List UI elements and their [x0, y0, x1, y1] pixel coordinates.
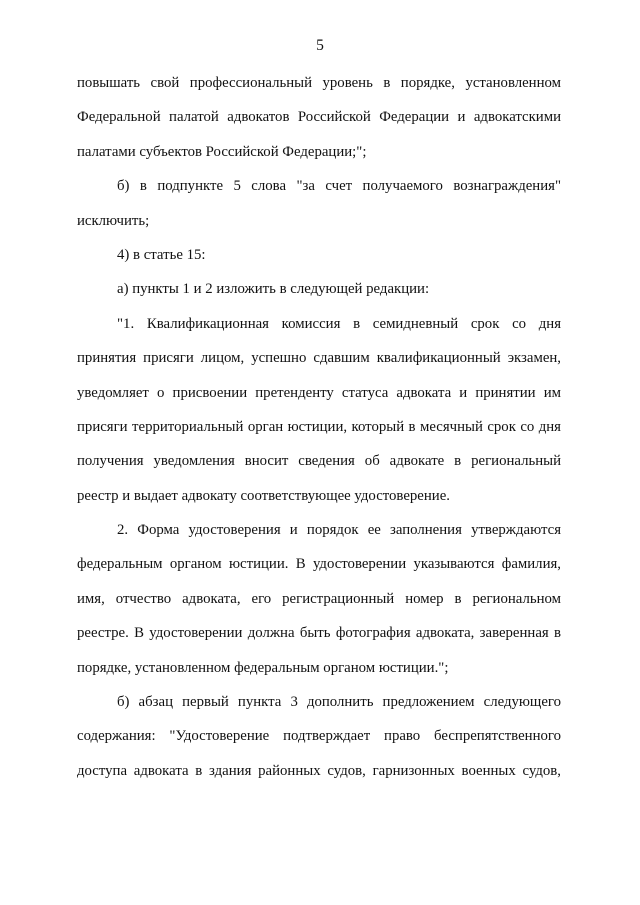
text-line: "1. Квалификационная комиссия в семидневный срок со дня: [117, 315, 561, 332]
text-line: повышать свой профессиональный уровень в порядке, установленном: [77, 75, 561, 91]
text-line: получения уведомления вносит сведения об адвокате в региональный: [77, 453, 561, 470]
text-line: б) абзац первый пункта 3 дополнить предложением следующего: [117, 694, 561, 711]
text-line: федеральным органом юстиции. В удостоверении указываются фамилия,: [77, 556, 561, 573]
text-line: доступа адвоката в здания районных судов, гарнизонных военных судов,: [77, 762, 561, 779]
text-line: содержания: "Удостоверение подтверждает право беспрепятственного: [77, 728, 561, 745]
text-line: 2. Форма удостоверения и порядок ее заполнения утверждаются: [117, 522, 561, 539]
text-line: б) в подпункте 5 слова "за счет получаемого вознаграждения": [117, 178, 561, 195]
document-body: [77, 66, 561, 788]
text-line: реестре. В удостоверении должна быть фотография адвоката, заверенная в: [77, 625, 561, 642]
text-line: имя, отчество адвоката, его регистрационный номер в региональном: [77, 590, 561, 607]
page-number: 5: [316, 37, 324, 54]
text-line: исключить;: [77, 212, 150, 229]
text-line: принятия присяги лицом, успешно сдавшим квалификационный экзамен,: [77, 350, 561, 367]
text-line: присяги территориальный орган юстиции, который в месячный срок со дня: [77, 418, 561, 435]
text-line: а) пункты 1 и 2 изложить в следующей редакции:: [117, 281, 430, 298]
text-line: 4) в статье 15:: [117, 246, 206, 263]
text-line: уведомляет о присвоении претенденту статуса адвоката и принятии им: [77, 384, 561, 401]
text-line: палатами субъектов Российской Федерации;";: [77, 143, 367, 160]
text-line: порядке, установленном федеральным органом юстиции.";: [77, 659, 449, 676]
text-line: реестр и выдает адвокату соответствующее удостоверение.: [77, 487, 450, 504]
text-line: Федеральной палатой адвокатов Российской Федерации и адвокатскими: [77, 109, 561, 126]
